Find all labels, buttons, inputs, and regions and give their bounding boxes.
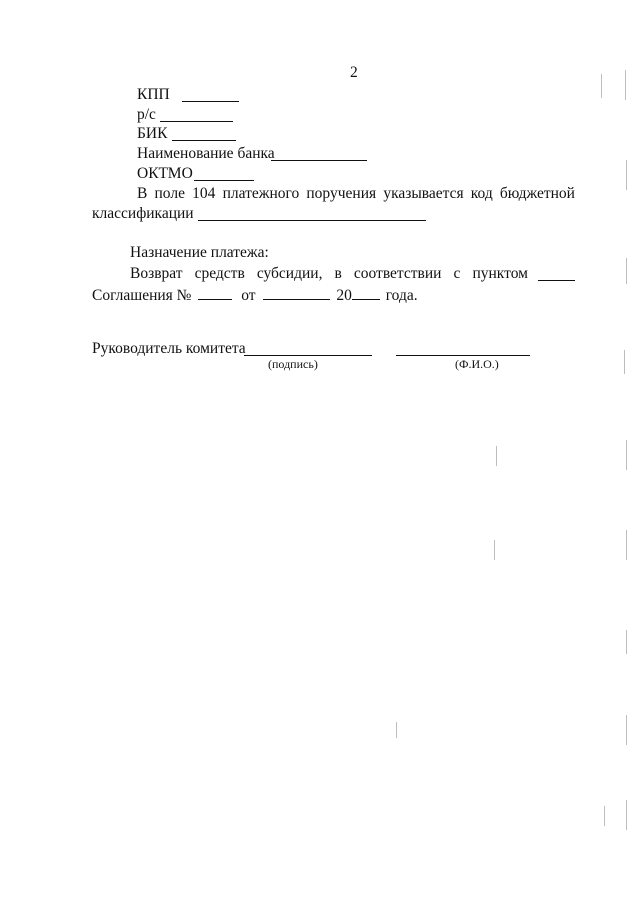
field-104-line2: классификации (92, 205, 194, 222)
page-number: 2 (350, 64, 358, 81)
scan-artifact (626, 258, 627, 284)
word: поле (154, 185, 185, 202)
word: 104 (192, 185, 216, 202)
word: с (453, 265, 461, 282)
scan-artifact (626, 715, 627, 745)
year-suffix: года. (385, 287, 418, 304)
scan-artifact (626, 440, 627, 470)
classification-blank (198, 220, 426, 221)
bik-label: БИК (137, 125, 168, 142)
agreement-number-blank (198, 285, 232, 300)
bank-name-blank (271, 160, 367, 161)
scan-artifact (626, 800, 627, 830)
field-104-line1 (137, 185, 575, 203)
word: в (334, 265, 342, 282)
oktmo-blank (194, 180, 254, 181)
word: бюджетной (499, 185, 575, 202)
scan-artifact (625, 70, 626, 100)
signature-label: Руководитель комитета (92, 340, 246, 357)
word: Возврат (130, 265, 183, 282)
scan-artifact (496, 446, 497, 466)
scan-artifact (626, 530, 627, 560)
signature-blank (244, 355, 372, 356)
scan-artifact (604, 806, 605, 826)
full-name-caption: (Ф.И.О.) (455, 357, 499, 371)
account-label: р/с (137, 106, 156, 123)
word: платежного (222, 185, 300, 202)
scan-artifact (626, 160, 627, 190)
oktmo-label: ОКТМО (137, 165, 193, 182)
from-label: от (241, 287, 256, 304)
agreement-label: Соглашения № (92, 287, 192, 304)
payment-purpose-heading: Назначение платежа: (130, 244, 269, 261)
word: средств (194, 265, 245, 282)
word: код (470, 185, 493, 202)
word: соответствии (353, 265, 442, 282)
scan-artifact (601, 74, 602, 98)
scan-artifact (396, 722, 397, 738)
scan-artifact (624, 350, 625, 374)
word: поручения (306, 185, 377, 202)
scan-artifact (494, 540, 495, 560)
agreement-date-blank (263, 285, 330, 300)
bank-name-label: Наименование банка (137, 145, 275, 162)
year-prefix: 20 (336, 287, 352, 304)
payment-purpose-line2 (92, 285, 418, 305)
clause-number-blank (538, 280, 575, 281)
bik-blank (172, 140, 236, 141)
kpp-label: КПП (137, 86, 170, 103)
kpp-blank (182, 101, 239, 102)
word: В (137, 185, 148, 202)
payment-purpose-line1 (130, 265, 528, 283)
word: пунктом (472, 265, 528, 282)
scan-artifact (626, 630, 627, 654)
word: субсидии, (256, 265, 323, 282)
account-blank (160, 121, 233, 122)
full-name-blank (396, 355, 530, 356)
word: указывается (383, 185, 464, 202)
year-blank (352, 285, 380, 300)
signature-caption: (подпись) (268, 357, 318, 371)
